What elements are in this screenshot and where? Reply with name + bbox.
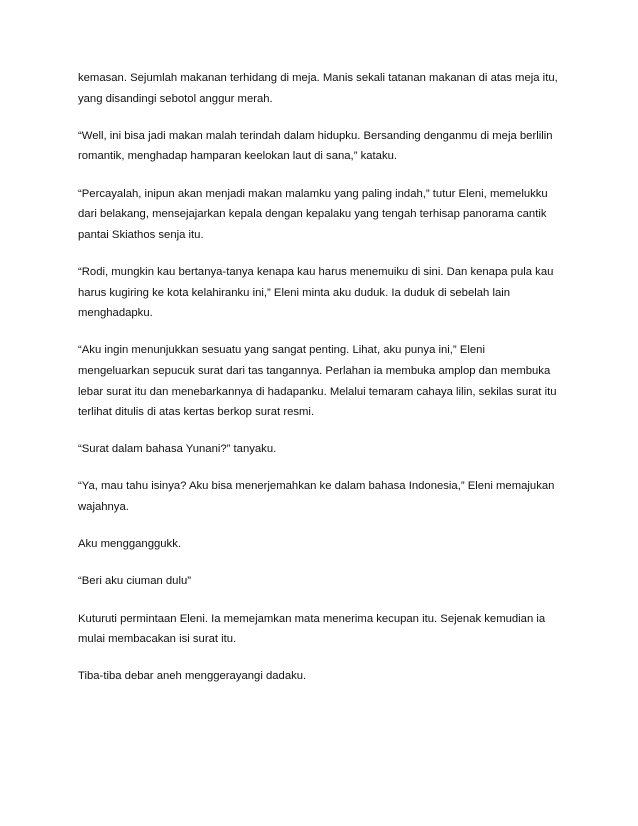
paragraph	[78, 340, 562, 422]
paragraph	[78, 68, 562, 109]
paragraph	[78, 571, 562, 592]
text-line: harus kugiring ke kota kelahiranku ini,” Eleni minta aku duduk. Ia duduk di sebelah lain	[78, 286, 511, 299]
paragraph	[78, 126, 562, 167]
document-text-body	[78, 68, 562, 704]
paragraph	[78, 439, 562, 460]
text-line: dari belakang, mensejajarkan kepala dengan kepalaku yang tengah terhisap panorama cantik	[78, 208, 547, 221]
text-line: “Beri aku ciuman dulu”	[78, 575, 192, 588]
text-line: “Percayalah, inipun akan menjadi makan malamku yang paling indah,” tutur Eleni, memelukku	[78, 187, 548, 200]
text-line: “Rodi, mungkin kau bertanya-tanya kenapa kau harus menemuiku di sini. Dan kenapa pula kau	[78, 265, 554, 278]
text-line: “Surat dalam bahasa Yunani?” tanyaku.	[78, 443, 277, 456]
text-line: “Aku ingin menunjukkan sesuatu yang sangat penting. Lihat, aku punya ini,” Eleni	[78, 344, 485, 357]
text-line: mengeluarkan sepucuk surat dari tas tangannya. Perlahan ia membuka amplop dan membuka	[78, 364, 551, 377]
text-line: menghadapku.	[78, 307, 153, 320]
text-line: terlihat ditulis di atas kertas berkop surat resmi.	[78, 406, 315, 419]
text-line: romantik, menghadap hamparan keelokan laut di sana,” kataku.	[78, 150, 398, 163]
paragraph	[78, 666, 562, 687]
text-line: Aku mengganggukk.	[78, 538, 181, 551]
text-line: wajahnya.	[78, 501, 129, 514]
text-line: mulai membacakan isi surat itu.	[78, 633, 237, 646]
paragraph	[78, 609, 562, 650]
text-line: Tiba-tiba debar aneh menggerayangi dadaku.	[78, 670, 307, 683]
paragraph	[78, 262, 562, 324]
text-line: yang disandingi sebotol anggur merah.	[78, 92, 273, 105]
paragraph	[78, 184, 562, 246]
text-line: lebar surat itu dan menebarkannya di hadapanku. Melalui temaram cahaya lilin, sekilas surat itu	[78, 385, 557, 398]
text-line: “Well, ini bisa jadi makan malah terindah dalam hidupku. Bersanding denganmu di meja berlilin	[78, 129, 553, 142]
paragraph	[78, 476, 562, 517]
paragraph	[78, 534, 562, 555]
text-line: pantai Skiathos senja itu.	[78, 228, 204, 241]
text-line: Kuturuti permintaan Eleni. Ia memejamkan mata menerima kecupan itu. Sejenak kemudian ia	[78, 612, 546, 625]
text-line: kemasan. Sejumlah makanan terhidang di meja. Manis sekali tatanan makanan di atas meja itu,	[78, 72, 558, 84]
text-line: “Ya, mau tahu isinya? Aku bisa menerjemahkan ke dalam bahasa Indonesia,” Eleni memajukan	[78, 480, 555, 493]
